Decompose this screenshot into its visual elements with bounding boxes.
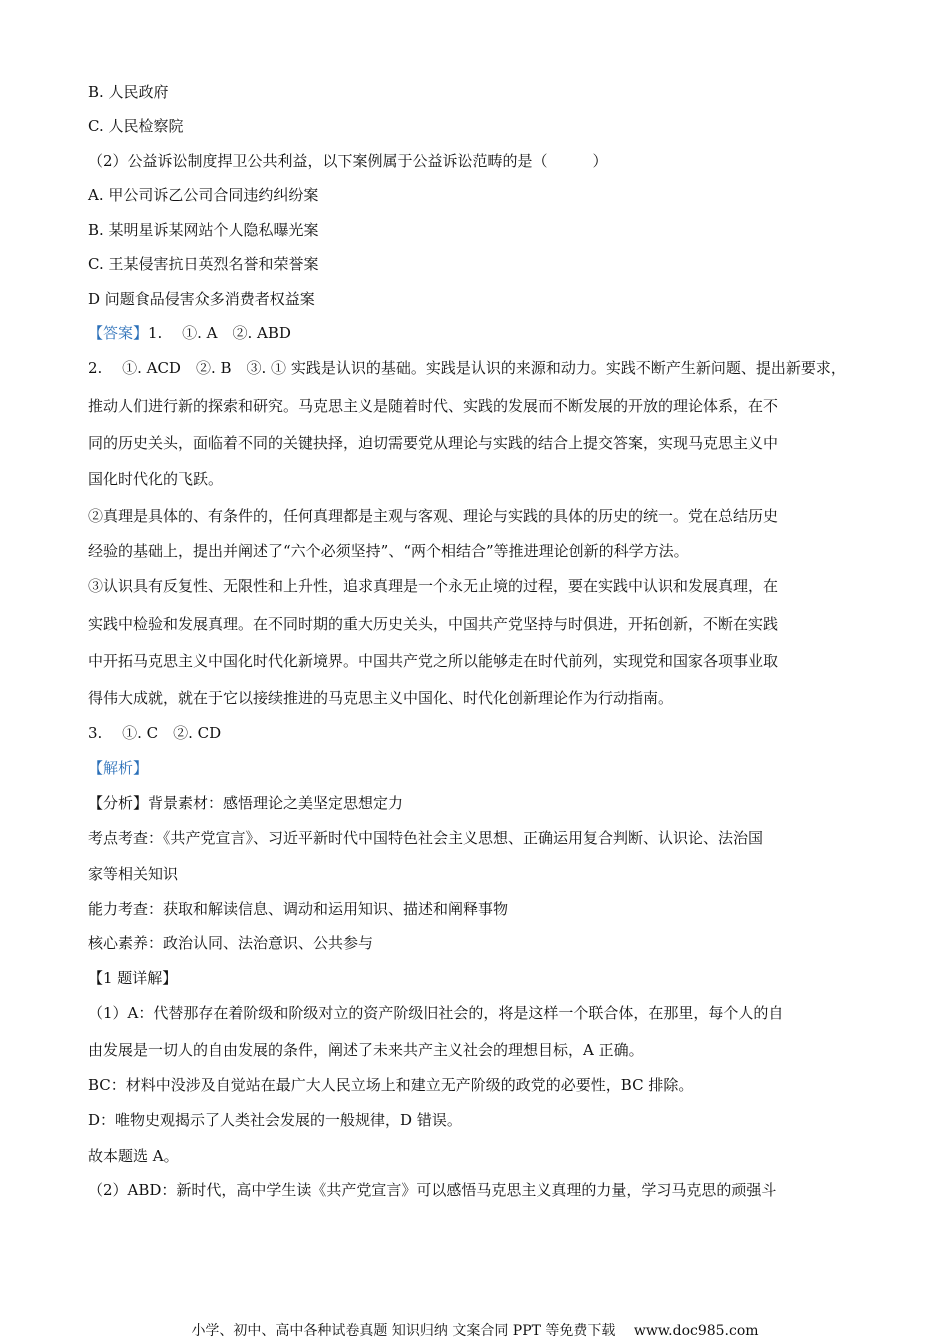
detail-heading: 【1 题详解】 (88, 969, 178, 987)
detail-line: （1）A：代替那存在着阶级和阶级对立的资产阶级旧社会的，将是这样一个联合体，在那里，每个人的自 (88, 1004, 784, 1022)
paragraph-line: ③认识具有反复性、无限性和上升性，追求真理是一个永无止境的过程，要在实践中认识和发展真理，在 (88, 577, 779, 595)
question-2-line: （2）公益诉讼制度捍卫公共利益，以下案例属于公益诉讼范畴的是（ ） (88, 152, 608, 170)
option-d-line: D 问题食品侵害众多消费者权益案 (88, 290, 315, 308)
answer-2-line: 2. ①. ACD ②. B ③. ① 实践是认识的基础。实践是认识的来源和动力。实践不断产生新问题、提出新要求， (88, 359, 846, 377)
option-a-line: A. 甲公司诉乙公司合同违约纠纷案 (88, 186, 319, 204)
paragraph-line: 实践中检验和发展真理。在不同时期的重大历史关头，中国共产党坚持与时俱进，开拓创新，不断在实践 (88, 615, 779, 633)
answer-text: 1. ①. A ②. ABD (148, 324, 291, 342)
paragraph-line: 推动人们进行新的探索和研究。马克思主义是随着时代、实践的发展而不断发展的开放的理论体系，在不 (88, 397, 779, 415)
answer-label: 【答案】 (88, 324, 149, 342)
detail-line: （2）ABD：新时代，高中学生读《共产党宣言》可以感悟马克思主义真理的力量，学习马克思的顽强斗 (88, 1181, 777, 1199)
detail-line: 由发展是一切人的自由发展的条件，阐述了未来共产主义社会的理想目标，A 正确。 (88, 1041, 644, 1059)
detail-line: BC：材料中没涉及自觉站在最广大人民立场上和建立无产阶级的政党的必要性，BC 排除。 (88, 1076, 694, 1094)
answer-3-line: 3. ①. C ②. CD (88, 724, 222, 742)
analysis-heading: 【解析】 (88, 759, 149, 777)
option-b-line: B. 人民政府 (88, 83, 169, 101)
option-c-line: C. 王某侵害抗日英烈名誉和荣誉案 (88, 255, 319, 273)
detail-line: D：唯物史观揭示了人类社会发展的一般规律，D 错误。 (88, 1111, 462, 1129)
paragraph-line: ②真理是具体的、有条件的，任何真理都是主观与客观、理论与实践的具体的历史的统一。党在总结历史 (88, 507, 779, 525)
analysis-line: 【分析】背景素材：感悟理论之美坚定思想定力 (88, 794, 404, 812)
analysis-line: 能力考查：获取和解读信息、调动和运用知识、描述和阐释事物 (88, 900, 509, 918)
option-b-line: B. 某明星诉某网站个人隐私曝光案 (88, 221, 319, 239)
option-c-line: C. 人民检察院 (88, 117, 184, 135)
analysis-line: 家等相关知识 (88, 865, 179, 883)
analysis-line: 考点考查：《共产党宣言》、习近平新时代中国特色社会主义思想、正确运用复合判断、认识论、法治国 (88, 829, 764, 847)
detail-line: 故本题选 A。 (88, 1147, 179, 1165)
paragraph-line: 经验的基础上，提出并阐述了“六个必须坚持”、“两个相结合”等推进理论创新的科学方法。 (88, 542, 689, 560)
page-footer: 小学、初中、高中各种试卷真题 知识归纳 文案合同 PPT 等免费下载 www.doc985.com (191, 1323, 759, 1339)
answer-line (88, 323, 868, 343)
analysis-line: 核心素养：政治认同、法治意识、公共参与 (88, 934, 374, 952)
paragraph-line: 得伟大成就，就在于它以接续推进的马克思主义中国化、时代化创新理论作为行动指南。 (88, 689, 674, 707)
paragraph-line: 同的历史关头，面临着不同的关键抉择，迫切需要党从理论与实践的结合上提交答案，实现马克思主义中 (88, 434, 779, 452)
paragraph-line: 中开拓马克思主义中国化时代化新境界。中国共产党之所以能够走在时代前列，实现党和国家各项事业取 (88, 652, 779, 670)
paragraph-line: 国化时代化的飞跃。 (88, 470, 224, 488)
